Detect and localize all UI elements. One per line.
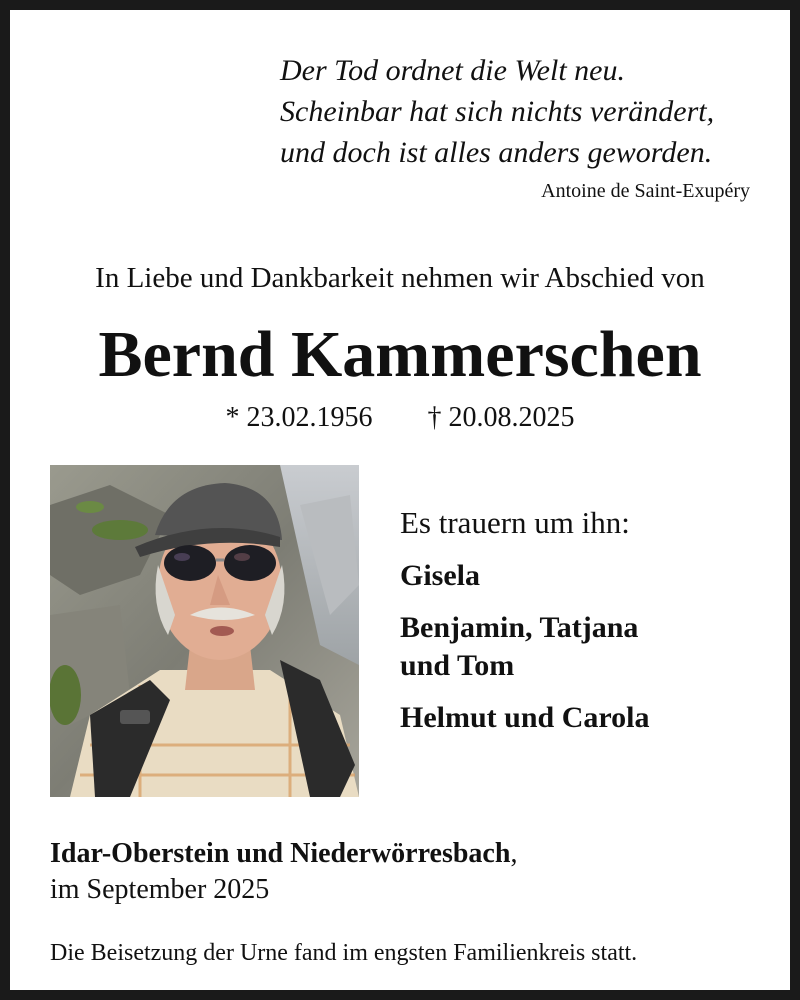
location-comma: ,: [510, 838, 518, 869]
mourner-group: [400, 609, 780, 685]
mourner-group: [400, 699, 780, 737]
quote-line: Der Tod ordnet die Welt neu.: [280, 54, 625, 87]
quote: [280, 50, 772, 173]
mourner-group: [400, 557, 780, 595]
quote-line: Scheinbar hat sich nichts verändert,: [280, 95, 715, 128]
death-date: † 20.08.2025: [427, 402, 575, 433]
portrait-photo: [50, 465, 359, 797]
date-line: im September 2025: [50, 874, 270, 905]
portrait-image: [50, 465, 359, 797]
location: Idar-Oberstein und Niederwörresbach: [50, 838, 511, 869]
place-line: [50, 836, 517, 872]
mourners-heading: Es trauern um ihn:: [400, 505, 630, 540]
place-and-date: [50, 836, 517, 908]
life-dates: [10, 402, 790, 434]
quote-line: und doch ist alles anders geworden.: [280, 136, 713, 169]
mourner-name: Benjamin, Tatjana: [400, 611, 639, 644]
mourner-name: Gisela: [400, 559, 480, 592]
quote-author: Antoine de Saint-Exupéry: [541, 180, 750, 202]
deceased-name: Bernd Kammerschen: [98, 318, 702, 391]
mourner-name: Helmut und Carola: [400, 701, 650, 734]
intro-text: In Liebe und Dankbarkeit nehmen wir Abschied von: [95, 262, 705, 294]
burial-note: Die Beisetzung der Urne fand im engsten Familienkreis statt.: [50, 940, 638, 966]
mourners-section: [400, 505, 780, 751]
birth-date: * 23.02.1956: [225, 402, 373, 433]
mourner-name: und Tom: [400, 649, 515, 682]
